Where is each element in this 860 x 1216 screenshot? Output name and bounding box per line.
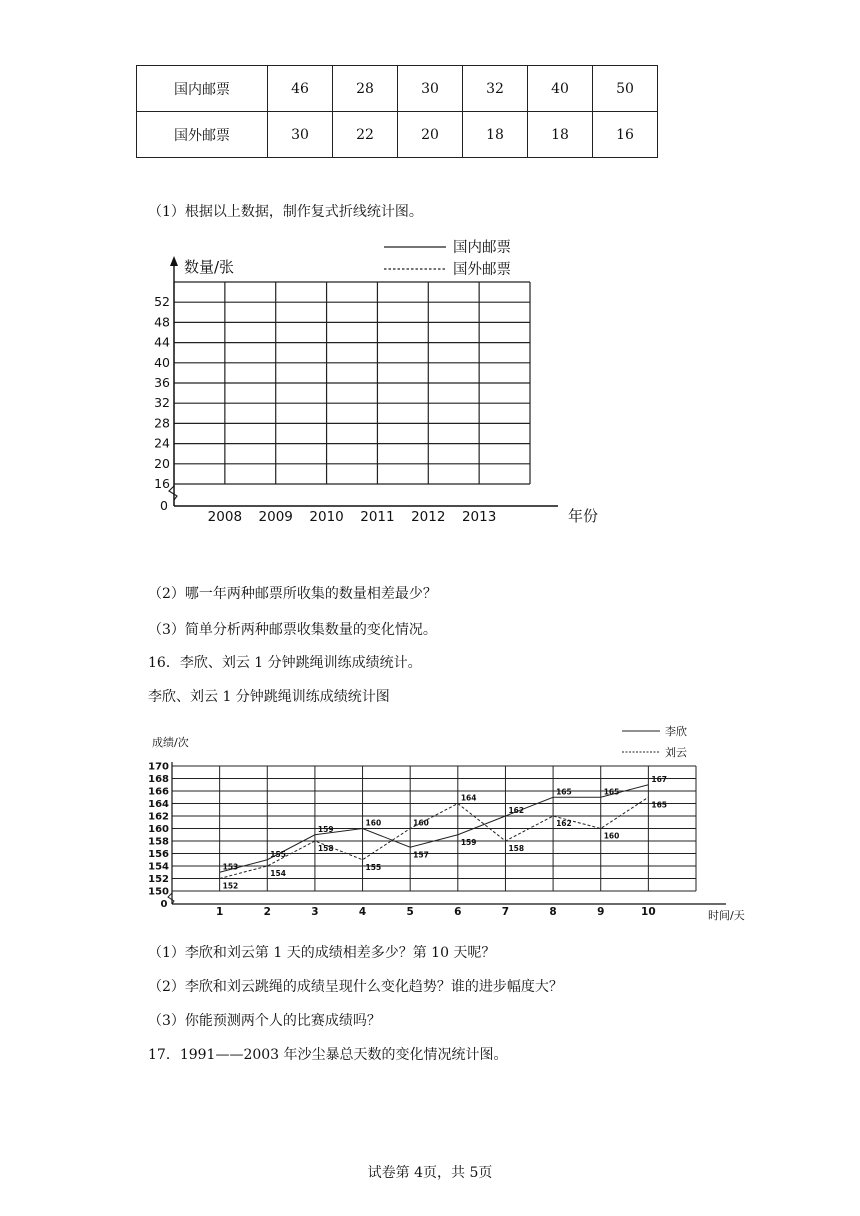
q15-part2: （2）哪一年两种邮票所收集的数量相差最少？ (148, 586, 437, 602)
table-cell: 50 (593, 66, 658, 112)
q16-title: 16．李欣、刘云 1 分钟跳绳训练成绩统计。 (148, 655, 422, 671)
legend-label: 李欣 (665, 725, 687, 738)
data-label: 159 (460, 837, 477, 847)
q16-part2: （2）李欣和刘云跳绳的成绩呈现什么变化趋势？谁的进步幅度大？ (148, 979, 563, 995)
x-tick-label: 5 (406, 906, 414, 918)
table-row (137, 66, 658, 112)
data-label: 164 (460, 793, 477, 803)
data-label: 152 (222, 881, 239, 891)
x-tick-label: 7 (501, 906, 510, 918)
stamp-chart-axes (169, 256, 558, 506)
x-axis-label: 年份 (568, 507, 599, 525)
data-label: 160 (413, 818, 429, 828)
y-tick-label: 152 (148, 874, 169, 885)
data-label: 155 (365, 862, 382, 872)
y-tick-label: 166 (148, 786, 169, 798)
data-label: 160 (365, 818, 382, 828)
y-tick-label: 170 (148, 761, 169, 773)
y-axis-label: 数量/张 (184, 258, 235, 276)
q15-part3: （3）简单分析两种邮票收集数量的变化情况。 (148, 622, 437, 638)
data-label: 165 (603, 787, 620, 797)
table-cell: 30 (268, 112, 333, 158)
table-cell: 32 (463, 66, 528, 112)
skipping-chart (148, 718, 760, 924)
x-tick-label: 2010 (309, 509, 344, 525)
data-label: 167 (651, 774, 668, 784)
y-tick-label: 52 (154, 294, 170, 310)
x-tick-label: 2008 (207, 509, 243, 525)
legend-label: 国外邮票 (453, 262, 511, 278)
q16-part3: （3）你能预测两个人的比赛成绩吗？ (148, 1013, 381, 1029)
table-row-label: 国内邮票 (137, 66, 268, 112)
data-label: 160 (603, 831, 620, 841)
stamp-chart-legend (384, 239, 511, 278)
y-tick-label: 164 (148, 799, 169, 810)
y-axis-label: 成绩/次 (152, 736, 189, 749)
table-cell: 28 (333, 66, 398, 112)
stamp-table (136, 65, 658, 158)
table-cell: 18 (528, 112, 593, 158)
x-tick-label: 4 (358, 906, 367, 918)
y-tick-label: 20 (154, 455, 170, 471)
y-tick-label: 40 (154, 354, 170, 370)
data-label: 153 (222, 862, 239, 872)
legend-label: 刘云 (665, 746, 687, 759)
x-tick-label: 1 (215, 906, 224, 918)
data-label: 158 (508, 844, 525, 853)
table-cell: 30 (398, 66, 463, 112)
table-row-label: 国外邮票 (137, 112, 268, 158)
x-tick-label: 3 (311, 906, 319, 918)
table-row (137, 112, 658, 158)
data-label: 165 (556, 787, 572, 797)
x-tick-label: 2 (263, 906, 271, 918)
table-cell: 20 (398, 112, 463, 158)
skipping-chart-legend (622, 724, 687, 759)
skipping-chart-axes (168, 762, 726, 904)
page-footer: 试卷第 4页，共 5页 (367, 1165, 493, 1181)
x-axis-label: 时间/天 (708, 909, 745, 922)
q17-title: 17．1991——2003 年沙尘暴总天数的变化情况统计图。 (148, 1047, 508, 1063)
y-tick-label: 154 (148, 861, 169, 873)
y-tick-label: 0 (160, 899, 168, 910)
table-cell: 16 (593, 112, 658, 158)
y-tick-label: 44 (154, 334, 170, 350)
q16-part1: （1）李欣和刘云第 1 天的成绩相差多少？第 10 天呢？ (148, 945, 496, 961)
q16-chart-title: 李欣、刘云 1 分钟跳绳训练成绩统计图 (148, 689, 390, 705)
x-tick-label: 10 (641, 906, 656, 918)
x-tick-label: 9 (597, 906, 605, 918)
table-cell: 46 (268, 66, 333, 112)
y-tick-label: 158 (148, 836, 169, 848)
y-tick-label: 160 (148, 824, 169, 835)
axis-break (169, 486, 177, 500)
y-tick-label: 24 (154, 435, 170, 451)
y-tick-label: 168 (148, 774, 169, 785)
data-label: 162 (556, 819, 572, 828)
data-label: 154 (270, 869, 286, 878)
x-tick-label: 6 (454, 906, 462, 918)
stamp-chart (150, 236, 599, 531)
data-label: 158 (317, 844, 334, 853)
legend-label: 国内邮票 (453, 240, 511, 256)
data-label: 155 (270, 849, 286, 859)
stamp-chart-grid (174, 282, 530, 506)
x-tick-label: 2009 (258, 509, 293, 525)
data-label: 157 (413, 850, 429, 860)
y-tick-label: 0 (160, 498, 168, 513)
x-tick-label: 2012 (411, 509, 446, 525)
data-label: 162 (508, 806, 525, 815)
y-tick-label: 150 (148, 886, 169, 898)
y-tick-label: 28 (154, 415, 170, 431)
y-tick-label: 36 (154, 375, 170, 390)
table-cell: 18 (463, 112, 528, 158)
y-axis-arrow (170, 256, 178, 266)
data-label: 165 (651, 800, 668, 810)
x-tick-label: 2013 (461, 509, 497, 525)
y-tick-label: 16 (154, 476, 170, 491)
y-tick-label: 32 (154, 395, 170, 411)
q15-part1: （1）根据以上数据，制作复式折线统计图。 (148, 204, 423, 220)
data-label: 159 (317, 824, 334, 834)
y-tick-label: 162 (148, 811, 169, 823)
x-tick-label: 8 (549, 906, 557, 918)
y-tick-label: 48 (154, 314, 170, 330)
x-tick-label: 2011 (360, 509, 395, 525)
table-cell: 40 (528, 66, 593, 112)
table-cell: 22 (333, 112, 398, 158)
y-tick-label: 156 (148, 849, 169, 860)
